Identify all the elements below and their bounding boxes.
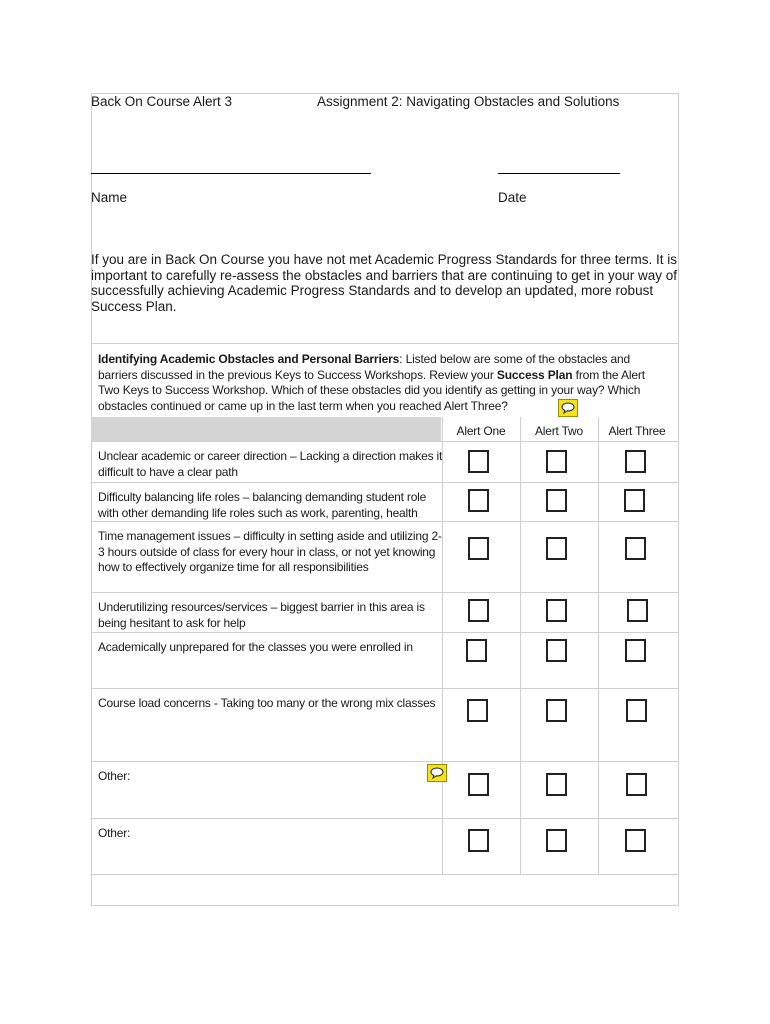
checkbox-alert-two[interactable]	[546, 450, 567, 473]
table-row	[91, 521, 679, 593]
obstacle-label: Other:	[98, 769, 131, 783]
comment-note-icon[interactable]	[427, 764, 447, 782]
table-row	[91, 441, 679, 483]
intro-paragraph: If you are in Back On Course you have not met Academic Progress Standards for three terms. It is important to carefully re-assess the obstacles and barriers that are continuing to get in your way of successfully achieving Academic Progress Standards and to develop an updated, more robust Success Plan.	[91, 252, 678, 314]
checkbox-alert-two[interactable]	[546, 639, 567, 662]
checkbox-alert-one[interactable]	[466, 639, 487, 662]
obstacle-label: Difficulty balancing life roles – balancing demanding student role with other demanding life roles such as work, parenting, health	[98, 490, 427, 520]
checkbox-alert-three[interactable]	[625, 639, 646, 662]
table-header-fill	[91, 417, 441, 441]
checkbox-alert-two[interactable]	[546, 599, 567, 622]
table-row	[91, 688, 679, 762]
name-field-line[interactable]	[91, 173, 371, 174]
table-row	[91, 482, 679, 522]
checkbox-alert-two[interactable]	[546, 829, 567, 852]
checkbox-alert-two[interactable]	[546, 773, 567, 796]
checkbox-alert-three[interactable]	[625, 537, 646, 560]
date-field-line[interactable]	[498, 173, 620, 174]
name-label: Name	[91, 190, 128, 205]
checkbox-alert-one[interactable]	[468, 829, 489, 852]
obstacle-label: Course load concerns - Taking too many or the wrong mix classes	[98, 696, 436, 710]
section-heading: Identifying Academic Obstacles and Personal Barriers	[98, 352, 400, 366]
col-alert-three: Alert Three	[608, 424, 666, 438]
checkbox-alert-two[interactable]	[546, 489, 567, 512]
date-label: Date	[498, 190, 527, 205]
obstacle-label: Underutilizing resources/services – biggest barrier in this area is being hesitant to ask for help	[98, 600, 425, 630]
checkbox-alert-three[interactable]	[624, 489, 645, 512]
checkbox-alert-three[interactable]	[625, 829, 646, 852]
table-row	[91, 632, 679, 689]
assignment-title: Assignment 2: Navigating Obstacles and Solutions	[317, 94, 620, 109]
obstacle-label: Academically unprepared for the classes you were enrolled in	[98, 640, 413, 654]
checkbox-alert-three[interactable]	[626, 699, 647, 722]
checkbox-alert-one[interactable]	[468, 489, 489, 512]
success-plan-term: Success Plan	[496, 367, 573, 382]
table-row	[91, 818, 679, 875]
table-row	[91, 761, 679, 819]
table-row	[91, 592, 679, 633]
comment-note-icon[interactable]	[558, 399, 578, 417]
section-text-2: from the Alert Two Keys to Success Workshop. Which of these obstacles did you identify as getting in your way? Which obstacles continued or came up in the last term when you reached Alert Three?	[98, 367, 645, 413]
obstacle-label: Other:	[98, 826, 131, 840]
alert-title: Back On Course Alert 3	[91, 94, 233, 109]
col-alert-two: Alert Two	[535, 424, 583, 438]
checkbox-alert-three[interactable]	[626, 773, 647, 796]
checkbox-alert-one[interactable]	[468, 450, 489, 473]
checkbox-alert-one[interactable]	[468, 537, 489, 560]
obstacle-label: Unclear academic or career direction – Lacking a direction makes it difficult to have a clear path	[98, 449, 443, 479]
section-text-1: : Listed below are some of the obstacles and barriers discussed in the previous Keys to Success Workshops. Review your	[98, 352, 631, 382]
col-alert-one: Alert One	[456, 424, 506, 438]
checkbox-alert-two[interactable]	[546, 699, 567, 722]
checkbox-alert-one[interactable]	[468, 773, 489, 796]
checkbox-alert-two[interactable]	[546, 537, 567, 560]
section-instructions	[98, 352, 663, 414]
checkbox-alert-three[interactable]	[627, 599, 648, 622]
checkbox-alert-one[interactable]	[467, 699, 488, 722]
checkbox-alert-three[interactable]	[625, 450, 646, 473]
checkbox-alert-one[interactable]	[468, 599, 489, 622]
obstacle-label: Time management issues – difficulty in setting aside and utilizing 2-3 hours outside of class for every hour in class, or not yet knowing how to effectively organize time for all responsibilities	[98, 529, 442, 575]
